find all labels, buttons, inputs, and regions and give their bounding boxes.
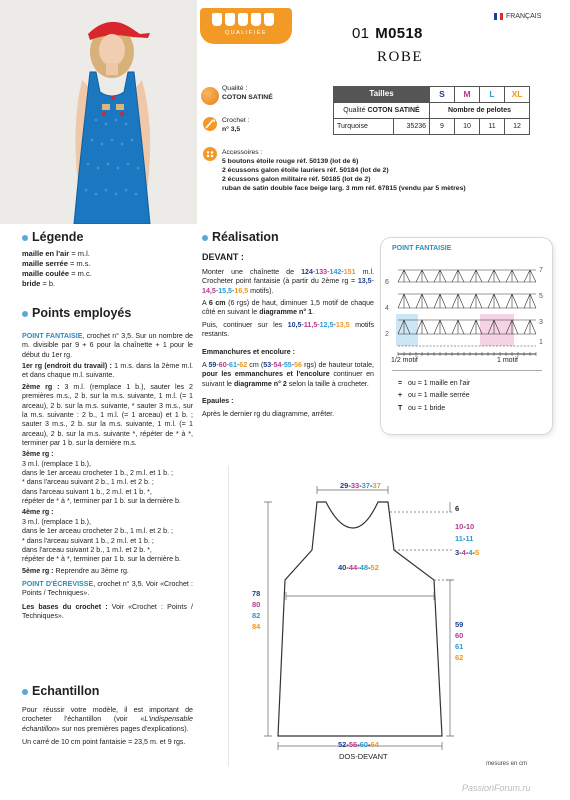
chart-row-label-right: 5 bbox=[539, 293, 543, 300]
quality-label: Qualité : bbox=[222, 85, 248, 92]
shoulder-measure: 6 bbox=[455, 504, 460, 513]
devant-title: DEVANT : bbox=[202, 252, 244, 262]
quality-prefix: Qualité bbox=[343, 106, 366, 114]
color-ref: 35236 bbox=[394, 119, 430, 135]
chain-stitch-icon: = bbox=[398, 380, 403, 387]
side-height-measure: 59 60 61 62 bbox=[455, 620, 464, 662]
realisation-title: Réalisation bbox=[202, 229, 279, 246]
legend-item: maille coulée = m.c. bbox=[22, 268, 92, 278]
chart-row-label-right: 1 bbox=[539, 339, 543, 346]
accessory-item: 2 écussons galon étoile lauriers réf. 50184 (lot de 2) bbox=[222, 166, 389, 174]
legend-list bbox=[22, 249, 192, 289]
chart-row-label-right: 7 bbox=[539, 267, 543, 274]
row-4: 4ème rg : 3 m.l. (remplace 1 b.), dans le 1er arceau crocheter 2 b., 1 m.l. et 2 b. ; * dans l'arceau suivant 1 b., 2 m.l. et 1 b. ; dans l'arceau suivant 2 b., 1 m.l. et 2 b. *, répéter de * à *, terminer par 1 b. sur la dernière b. bbox=[22, 508, 181, 564]
balls-header: Nombre de pelotes bbox=[430, 103, 530, 119]
watermark: PassionForum.ru bbox=[462, 783, 531, 793]
hook-label: Crochet : bbox=[222, 117, 250, 124]
language-selector[interactable] bbox=[494, 12, 541, 21]
accessory-item: 2 écussons galon militaire réf. 50185 (lot de 2) bbox=[222, 175, 371, 183]
stitch-chart-title: POINT FANTAISIE bbox=[392, 245, 452, 252]
accessories-label: Accessoires : bbox=[222, 149, 263, 156]
total-height-measure: 78 80 82 84 bbox=[252, 589, 261, 631]
instruction-5: Après le dernier rg du diagramme, arrêter. bbox=[202, 410, 335, 419]
garment-schematic bbox=[228, 466, 528, 766]
size-m: M bbox=[455, 87, 480, 103]
chart-row-label-right: 3 bbox=[539, 319, 543, 326]
fantaisie-intro: POINT FANTAISIE, crochet n° 3,5. Sur un nombre de m. divisible par 9 + 6 pour la chaînette + 1 pour le début du 1er rg. bbox=[22, 332, 193, 359]
single-crochet-icon: + bbox=[398, 392, 403, 400]
bullet-icon bbox=[22, 311, 28, 317]
half-motif-label: 1/2 motif bbox=[391, 357, 418, 364]
emmanchures-subtitle: Emmanchures et encolure : bbox=[202, 347, 296, 356]
echantillon-title: Echantillon bbox=[22, 683, 99, 700]
row-2: 2ème rg : 3 m.l. (remplace 1 b.), sauter les 2 premières m.s., 2 b. sur la m.s. suivante, 1 m.l. (= 1 arceau), 2 b. sur la m.s. suivante, * sauter 3 m.s., sur la m.s. suivante : 2 b., 1 m.l. (= 1 arceau) et 1 b. ; sauter 3 m.s., 2 b. sur la m.s. suivante, 1 m.l. (= 1 arceau), 2 b. sur la m.s. suivante *, répéter de * à *, terminer par 1 b. sur la dernière m.s. bbox=[22, 382, 193, 447]
instruction-3: Puis, continuer sur les 10,5-11,5-12,5-13,5 motifs restants. bbox=[202, 320, 375, 339]
quality-info bbox=[222, 85, 273, 103]
chart-row-label-left: 2 bbox=[385, 331, 389, 338]
accessory-item: ruban de satin double face beige larg. 3 mm réf. 67815 (vendu par 5 mètres) bbox=[222, 184, 466, 192]
points-title: Points employés bbox=[22, 305, 131, 322]
yarn-ball-icon bbox=[201, 87, 219, 105]
legend-title: Légende bbox=[22, 229, 83, 246]
pattern-number: 01 bbox=[352, 25, 370, 42]
quality-value: COTON SATINÉ bbox=[222, 93, 273, 101]
stitch-chart-grid bbox=[384, 258, 550, 368]
echantillon-body bbox=[22, 706, 193, 747]
pattern-reference: M0518 bbox=[375, 25, 423, 42]
piece-label: DOS-DEVANT bbox=[339, 752, 388, 761]
accessories-icon bbox=[203, 147, 217, 161]
ecrevisse: POINT D'ÉCREVISSE, crochet n° 3,5. Voir «Crochet : Points / Techniques». bbox=[22, 579, 193, 598]
instruction-4: A 59-60-61-62 cm (53-54-55-56 rgs) de hauteur totale, pour les emmanchures et l'encolure continuer en suivant le diagramme n° 2 selon la taille à crocheter. bbox=[202, 360, 375, 388]
motif-label: 1 motif bbox=[497, 357, 519, 364]
top-width-measure: 29-33-37-37 bbox=[340, 481, 381, 490]
armhole-depth-measure: 11-11 bbox=[455, 534, 474, 543]
balls-m: 10 bbox=[455, 119, 480, 135]
size-table bbox=[333, 86, 530, 135]
model-photo bbox=[0, 0, 197, 224]
chart-row-label-left: 6 bbox=[385, 279, 389, 286]
size-s: S bbox=[430, 87, 455, 103]
size-xl: XL bbox=[505, 87, 530, 103]
crochet-hook-icon bbox=[203, 117, 217, 131]
garment-name: ROBE bbox=[377, 49, 424, 65]
legend-item: bride = b. bbox=[22, 278, 56, 288]
french-flag-icon bbox=[494, 13, 503, 20]
bases: Les bases du crochet : Voir «Crochet : Points / Techniques». bbox=[22, 602, 193, 621]
bullet-icon bbox=[22, 235, 28, 241]
units-note: mesures en cm bbox=[486, 761, 528, 767]
instruction-2: A 6 cm (6 rgs) de haut, diminuer 1,5 motif de chaque côté en suivant le diagramme n° 1. bbox=[202, 299, 375, 317]
legend-item: maille en l'air = m.l. bbox=[22, 249, 90, 258]
chart-legend bbox=[398, 378, 470, 415]
realisation-body bbox=[202, 268, 374, 420]
hook-info bbox=[222, 117, 250, 135]
balls-s: 9 bbox=[430, 119, 455, 135]
brand-caption: QUALIFIÉE bbox=[224, 30, 268, 36]
sizes-header: Tailles bbox=[334, 87, 430, 103]
row-3: 3ème rg : 3 m.l. (remplace 1 b.), dans le 1er arceau crocheter 1 b., 2 m.l. et 1 b. ; * dans l'arceau suivant 2 b., 1 m.l. et 2 b. ; dans l'arceau suivant 1 b., 2 m.l. et 1 b. *, répéter de * à *, terminer par 1 b. sur la dernière b. bbox=[22, 450, 181, 506]
echantillon-text: Pour réussir votre modèle, il est important de crocheter l'échantillon (voir «L'indispensable échantillon» sur nos premières pages d'explications). bbox=[22, 706, 193, 733]
bottom-width-measure: 52-56-60-64 bbox=[338, 740, 379, 749]
points-body bbox=[22, 332, 193, 621]
accessory-item: 5 boutons étoile rouge réf. 50139 (lot de 6) bbox=[222, 157, 359, 165]
dress-photo-illustration bbox=[0, 0, 197, 224]
language-label: FRANÇAIS bbox=[506, 13, 542, 20]
brand-logo bbox=[200, 8, 292, 44]
quality-name: COTON SATINÉ bbox=[367, 106, 420, 114]
neck-depth-measure: 10-10 bbox=[455, 522, 475, 531]
row-5: 5ème rg : Reprendre au 3ème rg. bbox=[22, 566, 129, 575]
chest-width-measure: 40-44-48-52 bbox=[338, 563, 379, 572]
gauge: Un carré de 10 cm point fantaisie = 23,5 m. et 9 rgs. bbox=[22, 738, 186, 747]
legend-item: maille serrée = m.s. bbox=[22, 258, 91, 268]
chart-divider bbox=[392, 370, 542, 371]
double-crochet-icon: T bbox=[398, 404, 403, 412]
accessories-info bbox=[222, 149, 562, 194]
quality-cell bbox=[334, 103, 430, 119]
chart-row-label-left: 4 bbox=[385, 305, 389, 312]
chart-legend-item: = ou = 1 maille en l'air bbox=[398, 378, 470, 390]
bullet-icon bbox=[202, 235, 208, 241]
color-name: Turquoise bbox=[334, 119, 394, 135]
armhole-width-measure: 3-4-4-5 bbox=[455, 548, 480, 557]
hook-value: n° 3,5 bbox=[222, 125, 241, 133]
chart-legend-item: T ou = 1 bride bbox=[398, 403, 470, 415]
size-l: L bbox=[480, 87, 505, 103]
balls-xl: 12 bbox=[505, 119, 530, 135]
bullet-icon bbox=[22, 689, 28, 695]
epaules-subtitle: Epaules : bbox=[202, 396, 234, 405]
balls-l: 11 bbox=[480, 119, 505, 135]
instruction-1: Monter une chaînette de 124-133-142-151 m.l. Crocheter point fantaisie (à partir du 2ème rg = 13,5-14,5-15,5-16,5 motifs). bbox=[202, 268, 375, 295]
chart-legend-item: + ou = 1 maille serrée bbox=[398, 390, 470, 402]
pattern-code bbox=[352, 24, 423, 44]
row-1: 1er rg (endroit du travail) : 1 m.s. dans la 2ème m.l. et dans chaque m.l. suivante. bbox=[22, 362, 194, 380]
